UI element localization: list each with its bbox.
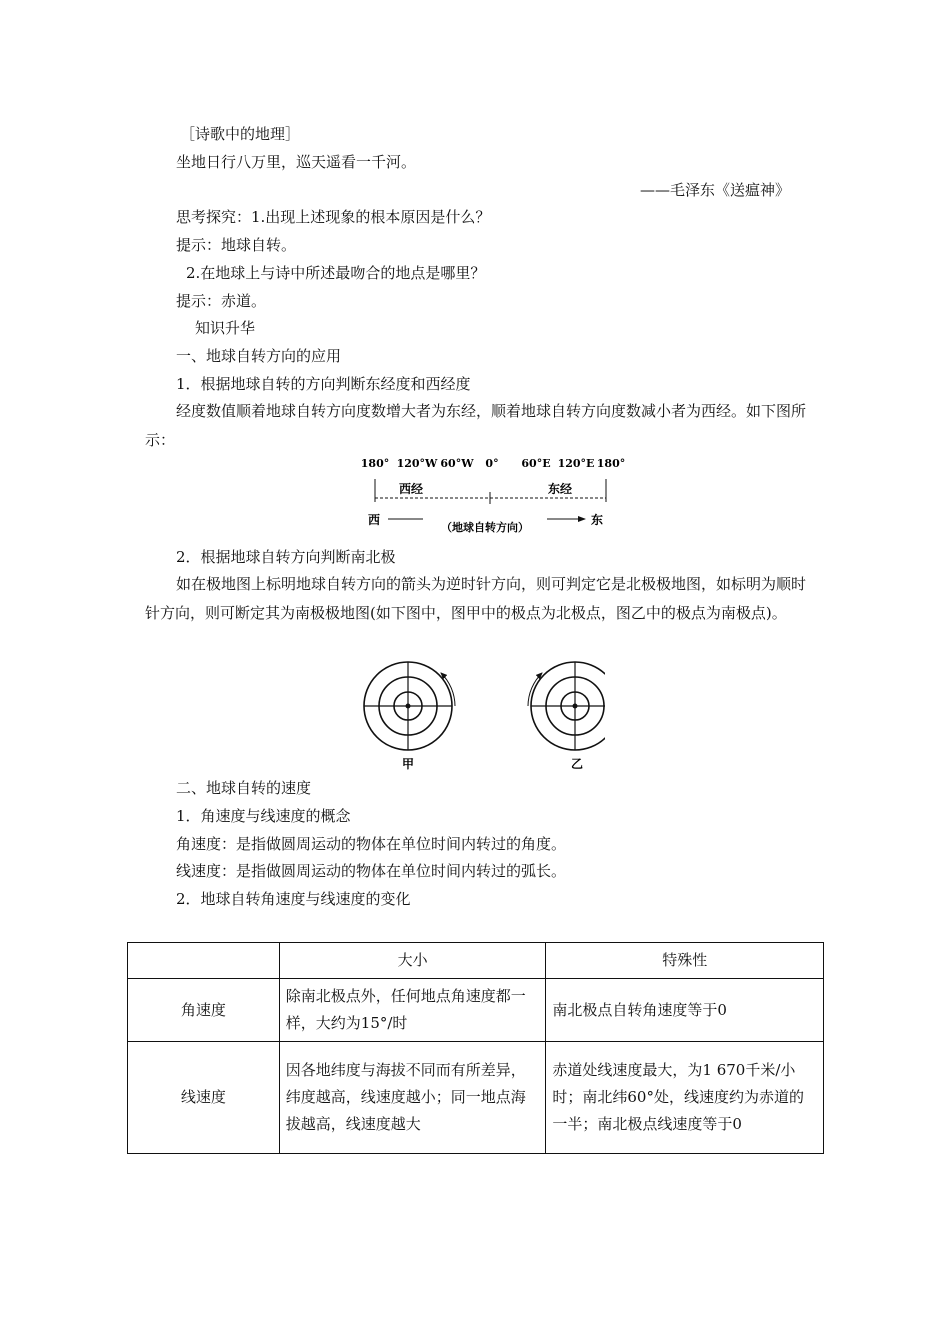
tick-label: 120°E [557,457,595,470]
angular-velocity-definition: 角速度：是指做圆周运动的物体在单位时间内转过的角度。 [176,835,567,853]
section-2-1-heading: 1．角速度与线速度的概念 [176,807,351,825]
section-1-heading: 一、地球自转方向的应用 [176,347,342,365]
question-2: 2.在地球上与诗中所述最吻合的地点是哪里？ [186,264,486,282]
tick-label: 60°E [521,457,551,470]
header-cell: 特殊性 [546,943,824,979]
rotation-speed-table [127,942,824,1154]
special-cell: 赤道处线速度最大，为1 670千米/小时；南北纬60°处，线速度约为赤道的一半；南北极点线速度等于0 [546,1042,824,1154]
header-cell: 大小 [279,943,546,979]
table-row [128,979,824,1042]
answer-2: 提示：赤道。 [176,292,267,310]
section-1-2-text: 如在极地图上标明地球自转方向的箭头为逆时针方向，则可判定它是北极极地图，如标明为顺时针方向，则可断定其为南极极地图(如下图中，图甲中的极点为北极点，图乙中的极点为南极点)。 [145,575,807,622]
rotation-direction-caption: （地球自转方向） [441,521,529,534]
table-row [128,1042,824,1154]
tick-label: 120°W [396,457,438,470]
tick-label: 180° [360,457,390,470]
special-cell: 南北极点自转角速度等于0 [546,979,824,1042]
knowledge-title: 知识升华 [195,319,256,337]
pole-dot [573,704,578,709]
section-2-heading: 二、地球自转的速度 [176,779,312,797]
tick-label: 180° [596,457,626,470]
section-1-2-heading: 2．根据地球自转方向判断南北极 [176,548,396,566]
east-label: 东 [591,513,604,527]
south-polar-map [528,662,605,771]
poem-line: 坐地日行八万里，巡天遥看一千河。 [176,153,417,171]
answer-1: 提示：地球自转。 [176,236,297,254]
poem-attribution: ——毛泽东《送瘟神》 [640,181,791,199]
polar-diagrams [355,655,605,775]
poem-heading: ［诗歌中的地理］ [180,125,301,143]
header-cell [128,943,280,979]
section-1-1-text: 经度数值顺着地球自转方向度数增大者为东经，顺着地球自转方向度数减小者为西经。如下图所示： [145,402,807,449]
east-longitude-label: 东经 [548,482,573,496]
size-cell: 除南北极点外，任何地点角速度都一样，大约为15°/时 [279,979,546,1042]
label-jia: 甲 [401,757,415,771]
pole-dot [406,704,411,709]
section-2-2-heading: 2．地球自转角速度与线速度的变化 [176,890,411,908]
west-longitude-label: 西经 [399,482,424,496]
question-1: 思考探究：1.出现上述现象的根本原因是什么？ [176,208,491,226]
size-cell: 因各地纬度与海拔不同而有所差异，纬度越高，线速度越小；同一地点海拔越高，线速度越大 [279,1042,546,1154]
linear-velocity-definition: 线速度：是指做圆周运动的物体在单位时间内转过的弧长。 [176,862,567,880]
section-1-1-heading: 1．根据地球自转的方向判断东经度和西经度 [176,375,471,393]
row-name-cell: 角速度 [128,979,280,1042]
tick-label: 0° [485,457,499,470]
longitude-diagram [355,452,635,534]
tick-label: 60°W [440,457,474,470]
label-yi: 乙 [570,757,584,771]
table-header-row [128,943,824,979]
row-name-cell: 线速度 [128,1042,280,1154]
north-polar-map [364,662,455,771]
west-label: 西 [368,513,381,527]
